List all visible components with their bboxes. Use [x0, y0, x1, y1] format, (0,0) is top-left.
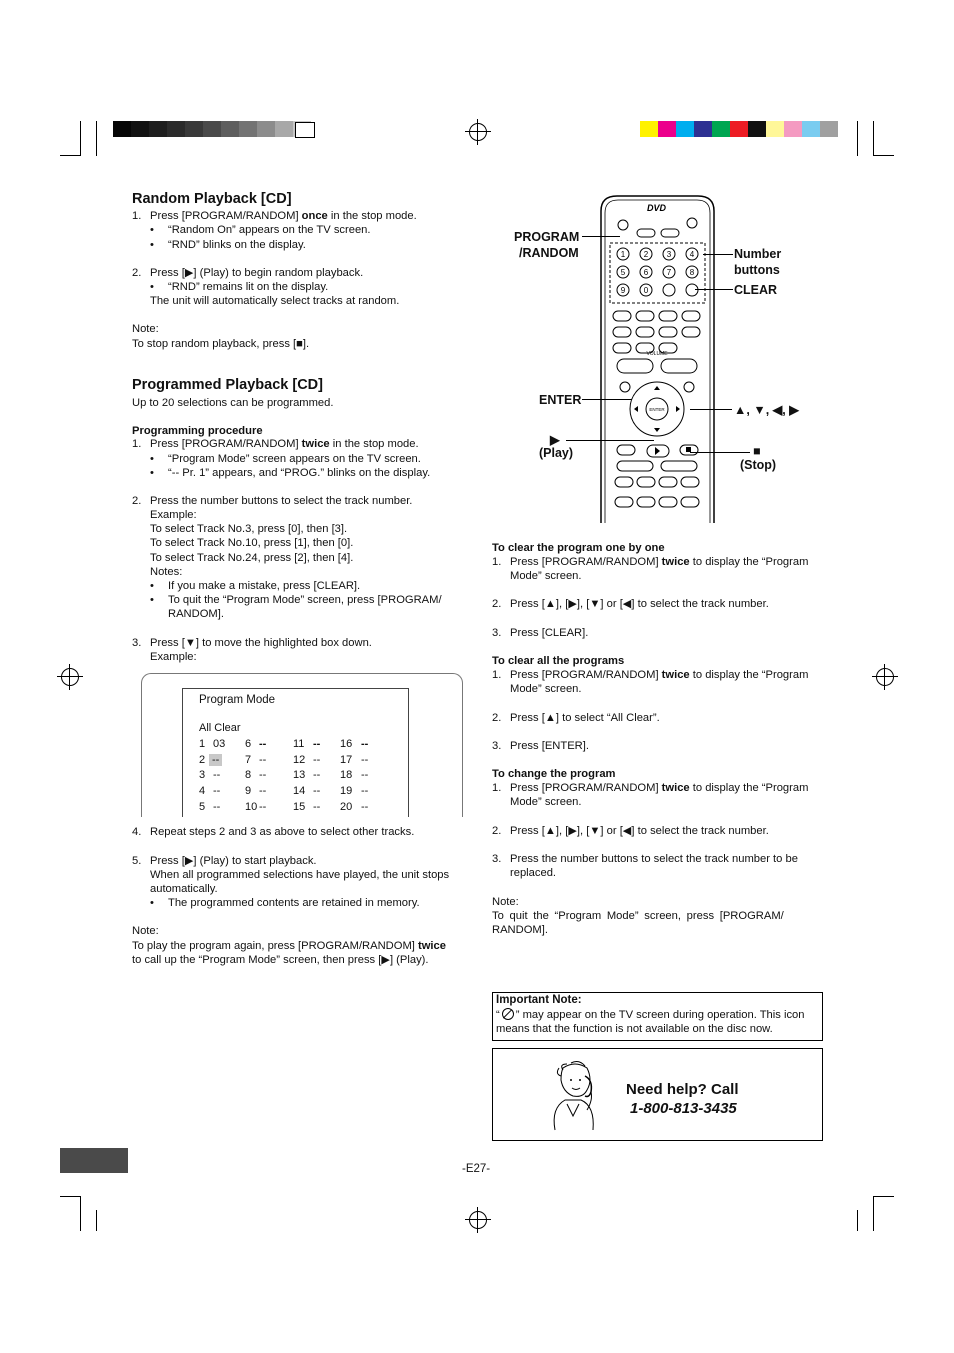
step-number: 2.: [132, 267, 142, 279]
prohibited-icon: [502, 1008, 514, 1020]
svg-text:0: 0: [643, 286, 649, 295]
clear-all-title: To clear all the programs: [492, 655, 625, 667]
program-slot-number: 18: [340, 769, 353, 781]
clear-one-title: To clear the program one by one: [492, 542, 665, 554]
program-slot-track[interactable]: 03: [213, 738, 226, 750]
svg-text:7: 7: [666, 268, 672, 277]
program-slot-number: 5: [199, 801, 206, 813]
program-slot-track[interactable]: --: [361, 769, 369, 781]
bullet-text: “-- Pr. 1” appears, and “PROG.” blinks on the display.: [168, 467, 431, 479]
program-slot-number: 3: [199, 769, 206, 781]
program-slot-number: 9: [245, 785, 252, 797]
svg-text:4: 4: [689, 250, 695, 259]
help-text: Need help? Call: [626, 1081, 739, 1098]
change-step-1: Press [PROGRAM/RANDOM] twice to display the “Program: [510, 782, 809, 794]
registration-mark-icon: [61, 668, 79, 686]
program-step-3: Press [▼] to move the highlighted box down.: [150, 637, 372, 649]
program-slot-track[interactable]: --: [313, 785, 321, 797]
color-swatch: [658, 121, 676, 137]
program-slot-track[interactable]: --: [259, 801, 267, 813]
remote-control-illustration: [595, 193, 720, 525]
program-note: To play the program again, press [PROGRAM/RANDOM] twice: [132, 940, 446, 952]
program-slot-track[interactable]: --: [259, 785, 267, 797]
programmed-intro: Up to 20 selections can be programmed.: [132, 397, 334, 409]
program-slot-number: 10: [245, 801, 258, 813]
program-slot-number: 6: [245, 738, 252, 750]
bullet-text: “Random On” appears on the TV screen.: [168, 224, 371, 236]
important-note-line-1: “ ” may appear on the TV screen during operation. This icon: [496, 1009, 805, 1021]
procedure-title: Programming procedure: [132, 425, 263, 437]
color-swatch: [640, 121, 658, 137]
program-slot-track[interactable]: --: [259, 769, 267, 781]
step-number: 2.: [492, 598, 502, 610]
program-slot-number: 2: [199, 754, 206, 766]
notes-label: Notes:: [150, 566, 183, 578]
svg-text:1: 1: [620, 250, 626, 259]
step-number: 1.: [492, 782, 502, 794]
gray-swatch: [275, 121, 293, 137]
step-number: 5.: [132, 855, 142, 867]
example-label: Example:: [150, 651, 197, 663]
color-swatch: [820, 121, 838, 137]
color-swatch: [712, 121, 730, 137]
step-number: 3.: [132, 637, 142, 649]
svg-text:2: 2: [643, 250, 649, 259]
example-line: To select Track No.3, press [0], then [3].: [150, 523, 348, 535]
color-swatch: [694, 121, 712, 137]
step-number: 1.: [132, 210, 142, 222]
program-slot-number: 16: [340, 738, 353, 750]
program-step-5: Press [▶] (Play) to start playback.: [150, 855, 317, 867]
program-slot-number: 12: [293, 754, 306, 766]
random-step-2: Press [▶] (Play) to begin random playback.: [150, 267, 364, 279]
step-number: 3.: [492, 627, 502, 639]
random-label: /RANDOM: [519, 246, 579, 260]
program-slot-track[interactable]: --: [361, 785, 369, 797]
svg-text:5: 5: [620, 268, 626, 277]
note-label: Note:: [132, 323, 159, 335]
program-slot-track[interactable]: --: [213, 801, 221, 813]
random-step-1: Press [PROGRAM/RANDOM] once in the stop mode.: [150, 210, 417, 222]
random-playback-title: Random Playback [CD]: [132, 191, 292, 207]
program-slot-track[interactable]: --: [213, 769, 221, 781]
step-number: 3.: [492, 740, 502, 752]
color-swatch: [730, 121, 748, 137]
gray-swatch: [167, 121, 185, 137]
step-number: 2.: [492, 825, 502, 837]
example-line: To select Track No.24, press [2], then [4].: [150, 552, 354, 564]
program-slot-number: 17: [340, 754, 353, 766]
bullet-text: “Program Mode” screen appears on the TV screen.: [168, 453, 421, 465]
play-label: (Play): [539, 446, 574, 460]
program-slot-track[interactable]: --: [213, 785, 221, 797]
program-slot-track[interactable]: --: [361, 801, 369, 813]
color-swatch: [802, 121, 820, 137]
program-slot-number: 14: [293, 785, 306, 797]
program-slot-track[interactable]: --: [313, 754, 321, 766]
step-number: 3.: [492, 853, 502, 865]
example-line: To select Track No.10, press [1], then [0].: [150, 537, 354, 549]
registration-mark-icon: [876, 668, 894, 686]
important-note-title: Important Note:: [496, 994, 582, 1006]
step-number: 1.: [132, 438, 142, 450]
example-label: Example:: [150, 509, 197, 521]
program-slot-number: 19: [340, 785, 353, 797]
stop-icon: ■: [753, 444, 761, 458]
change-step-2: Press [▲], [▶], [▼] or [◀] to select the track number.: [510, 825, 769, 837]
stop-label: (Stop): [740, 458, 777, 472]
random-note: To stop random playback, press [■].: [132, 338, 310, 350]
registration-mark-icon: [469, 1211, 487, 1229]
program-slot-number: 7: [245, 754, 252, 766]
clear-one-step-2: Press [▲], [▶], [▼] or [◀] to select the track number.: [510, 598, 769, 610]
program-slot-track[interactable]: --: [313, 769, 321, 781]
program-slot-number: 20: [340, 801, 353, 813]
program-slot-number: 4: [199, 785, 206, 797]
gray-swatch: [295, 122, 315, 138]
svg-text:ENTER: ENTER: [649, 407, 665, 412]
random-step-2-cont: The unit will automatically select tracks at random.: [150, 295, 400, 307]
right-note-cont: RANDOM].: [492, 924, 548, 936]
program-note-cont: to call up the “Program Mode” screen, then press [▶] (Play).: [132, 954, 429, 966]
program-slot-track[interactable]: --: [209, 754, 222, 766]
program-slot-number: 15: [293, 801, 306, 813]
person-on-phone-icon: [545, 1060, 603, 1132]
program-slot-track[interactable]: --: [313, 801, 321, 813]
change-program-title: To change the program: [492, 768, 616, 780]
number-label: Number: [734, 247, 782, 261]
enter-label: ENTER: [539, 393, 582, 407]
program-mode-title: Program Mode: [199, 694, 276, 706]
gray-swatch: [239, 121, 257, 137]
color-swatch: [766, 121, 784, 137]
arrows-label: ▲, ▼, ◀, ▶: [734, 403, 799, 417]
svg-text:VOLUME: VOLUME: [646, 351, 668, 357]
bullet-text: “RND” remains lit on the display.: [168, 281, 329, 293]
registration-mark-icon: [469, 123, 487, 141]
program-slot-number: 8: [245, 769, 252, 781]
play-icon: ▶: [550, 433, 560, 447]
clear-one-step-1-cont: Mode” screen.: [510, 570, 582, 582]
note-label: Note:: [132, 925, 159, 937]
bullet-text: The programmed contents are retained in memory.: [168, 897, 420, 909]
all-clear-item: All Clear: [199, 722, 241, 734]
svg-text:8: 8: [689, 268, 695, 277]
page-number: -E27-: [462, 1163, 491, 1175]
step-number: 2.: [132, 495, 142, 507]
program-slot-number: 11: [293, 738, 305, 750]
svg-text:9: 9: [620, 286, 626, 295]
svg-text:6: 6: [643, 268, 649, 277]
clear-all-step-2: Press [▲] to select “All Clear”.: [510, 712, 660, 724]
clear-all-step-1-cont: Mode” screen.: [510, 683, 582, 695]
buttons-label: buttons: [734, 263, 780, 277]
program-mode-screen: [182, 688, 409, 817]
program-slot-track[interactable]: --: [259, 738, 267, 750]
program-step-5-cont: automatically.: [150, 883, 218, 895]
change-step-3-cont: replaced.: [510, 867, 557, 879]
step-number: 2.: [492, 712, 502, 724]
clear-one-step-1: Press [PROGRAM/RANDOM] twice to display the “Program: [510, 556, 809, 568]
bullet-text: RANDOM].: [168, 608, 224, 620]
program-step-4: Repeat steps 2 and 3 as above to select other tracks.: [150, 826, 415, 838]
color-swatch: [784, 121, 802, 137]
clear-label: CLEAR: [734, 283, 778, 297]
note-label: Note:: [492, 896, 519, 908]
gray-swatch: [149, 121, 167, 137]
programmed-playback-title: Programmed Playback [CD]: [132, 377, 323, 393]
svg-text:DVD: DVD: [647, 203, 667, 213]
gray-swatch: [113, 121, 131, 137]
clear-all-step-3: Press [ENTER].: [510, 740, 589, 752]
bullet-text: To quit the “Program Mode” screen, press [PROGRAM/: [168, 594, 442, 606]
gray-swatch: [131, 121, 149, 137]
gray-swatch: [221, 121, 239, 137]
program-slot-number: 13: [293, 769, 306, 781]
step-number: 1.: [492, 669, 502, 681]
help-phone: 1-800-813-3435: [630, 1100, 737, 1117]
program-slot-track[interactable]: --: [313, 738, 321, 750]
program-step-2: Press the number buttons to select the track number.: [150, 495, 413, 507]
program-step-5-cont: When all programmed selections have played, the unit stops: [150, 869, 450, 881]
right-note: To quit the “Program Mode” screen, press [PROGRAM/: [492, 910, 784, 922]
program-slot-track[interactable]: --: [259, 754, 267, 766]
step-number: 4.: [132, 826, 142, 838]
program-step-1: Press [PROGRAM/RANDOM] twice in the stop mode.: [150, 438, 419, 450]
clear-one-step-3: Press [CLEAR].: [510, 627, 589, 639]
clear-all-step-1: Press [PROGRAM/RANDOM] twice to display the “Program: [510, 669, 809, 681]
color-swatch: [748, 121, 766, 137]
color-swatch: [676, 121, 694, 137]
program-slot-track[interactable]: --: [361, 738, 369, 750]
important-note-line-2: means that the function is not available on the disc now.: [496, 1023, 773, 1035]
program-label: PROGRAM: [514, 230, 580, 244]
step-number: 1.: [492, 556, 502, 568]
bullet-text: “RND” blinks on the display.: [168, 239, 306, 251]
program-slot-track[interactable]: --: [361, 754, 369, 766]
change-step-3: Press the number buttons to select the track number to be: [510, 853, 798, 865]
gray-swatch: [203, 121, 221, 137]
gray-swatch: [257, 121, 275, 137]
program-slot-number: 1: [199, 738, 206, 750]
bullet-text: If you make a mistake, press [CLEAR].: [168, 580, 361, 592]
page-tab: [60, 1148, 128, 1173]
change-step-1-cont: Mode” screen.: [510, 796, 582, 808]
svg-text:3: 3: [666, 250, 672, 259]
gray-swatch: [185, 121, 203, 137]
